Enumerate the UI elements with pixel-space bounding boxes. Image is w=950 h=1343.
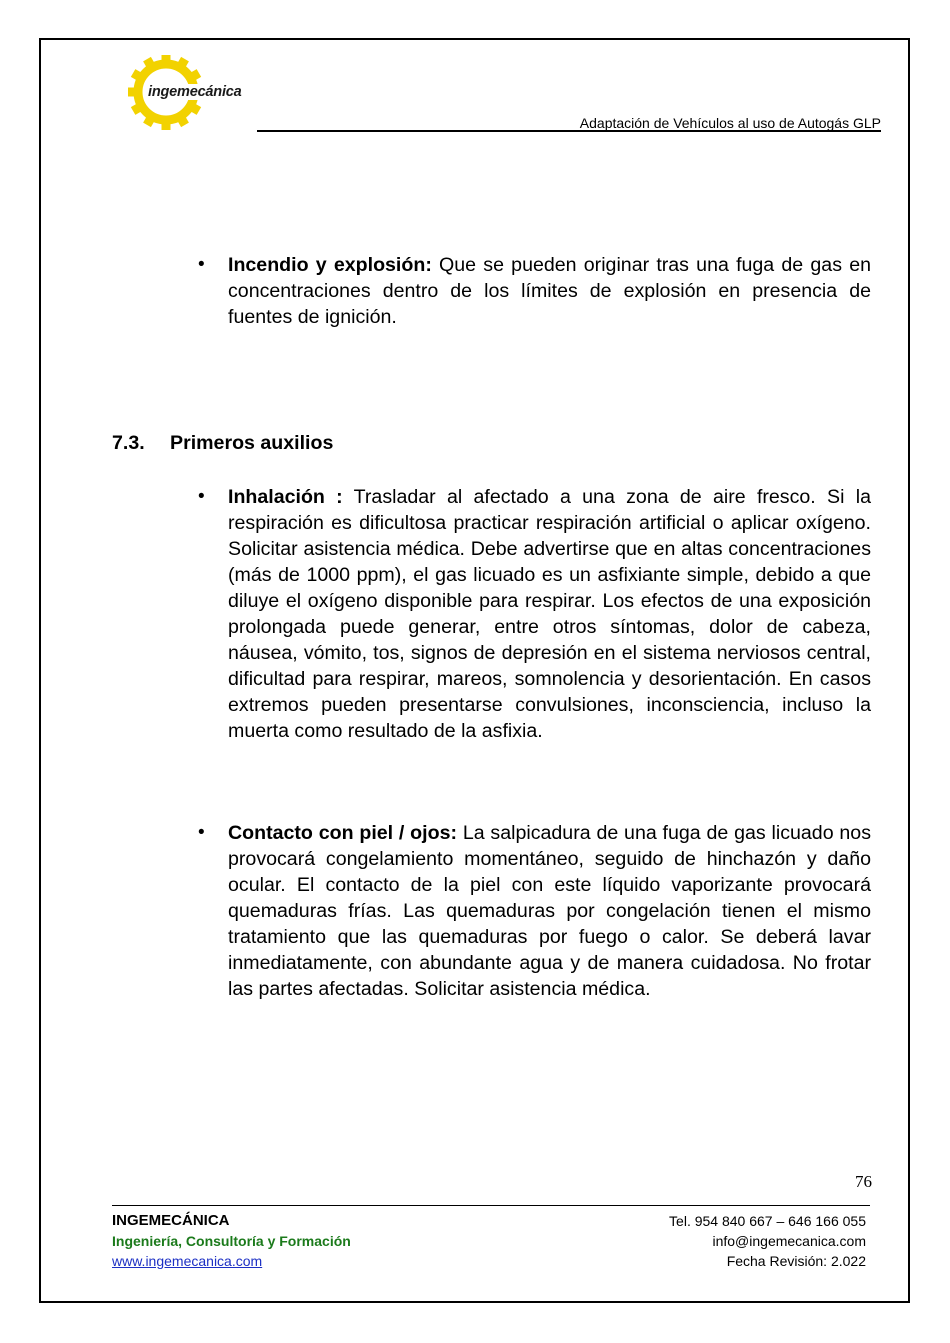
list-item-text: Que se pueden originar tras una fuga de gas en concentraciones dentro de los límites de explosión en presencia de fuentes de ignición. (228, 254, 871, 328)
logo-text: ingemecánica (148, 84, 242, 100)
section-number: 7.3. (112, 432, 145, 454)
list-item (198, 252, 871, 330)
footer-company-info (112, 1211, 351, 1271)
list-item-text: La salpicadura de una fuga de gas licuado nos provocará congelamiento momentáneo, seguido de hinchazón y daño ocular. El contacto de la piel con este líquido vaporizante provocará quemaduras frías. Las quemaduras por congelación tienen el mismo tratamiento que las quemaduras por fuego o calor. Se deberá lavar inmediatamente, con abundante agua y de manera cuidadosa. No frotar las partes afectadas. Solicitar asistencia médica. (228, 822, 872, 1000)
footer-website-link[interactable]: www.ingemecanica.com (112, 1253, 263, 1269)
bullet-dot-icon: • (198, 822, 205, 843)
bullet-dot-icon: • (198, 486, 205, 507)
section-heading (112, 432, 333, 455)
footer-contact-info (669, 1211, 866, 1271)
footer-email: info@ingemecanica.com (712, 1233, 866, 1249)
page-number: 76 (855, 1172, 872, 1191)
list-item (198, 820, 872, 1002)
bullet-dot-icon: • (198, 254, 205, 275)
section-title: Primeros auxilios (170, 432, 334, 454)
list-item-heading: Inhalación : (228, 486, 343, 508)
company-logo (128, 55, 263, 130)
footer-tagline: Ingeniería, Consultoría y Formación (112, 1233, 351, 1249)
footer-phone: Tel. 954 840 667 – 646 166 055 (669, 1213, 866, 1229)
footer-revision: Fecha Revisión: 2.022 (726, 1253, 866, 1269)
footer-company: INGEMECÁNICA (112, 1212, 230, 1229)
list-item-heading: Incendio y explosión: (228, 254, 432, 276)
list-item-text: Trasladar al afectado a una zona de aire fresco. Si la respiración es dificultosa practicar respiración artificial o aplicar oxígeno. Solicitar asistencia médica. Debe advertirse que en altas concentraciones (más de 1000 ppm), el gas licuado es un asfixiante simple, debido a que diluye el oxígeno disponible para respirar. Los efectos de una exposición prolongada puede generar, entre otros síntomas, dolor de cabeza, náusea, vómito, tos, signos de depresión en el sistema nerviosos central, dificultad para respirar, mareos, somnolencia y desorientación. En casos extremos pueden presentarse convulsiones, inconsciencia, incluso la muerta como resultado de la asfixia. (228, 486, 871, 742)
footer-divider (112, 1205, 870, 1206)
list-item (198, 484, 871, 744)
list-item-heading: Contacto con piel / ojos: (228, 822, 457, 844)
document-title: Adaptación de Vehículos al uso de Autogás GLP (579, 115, 881, 131)
